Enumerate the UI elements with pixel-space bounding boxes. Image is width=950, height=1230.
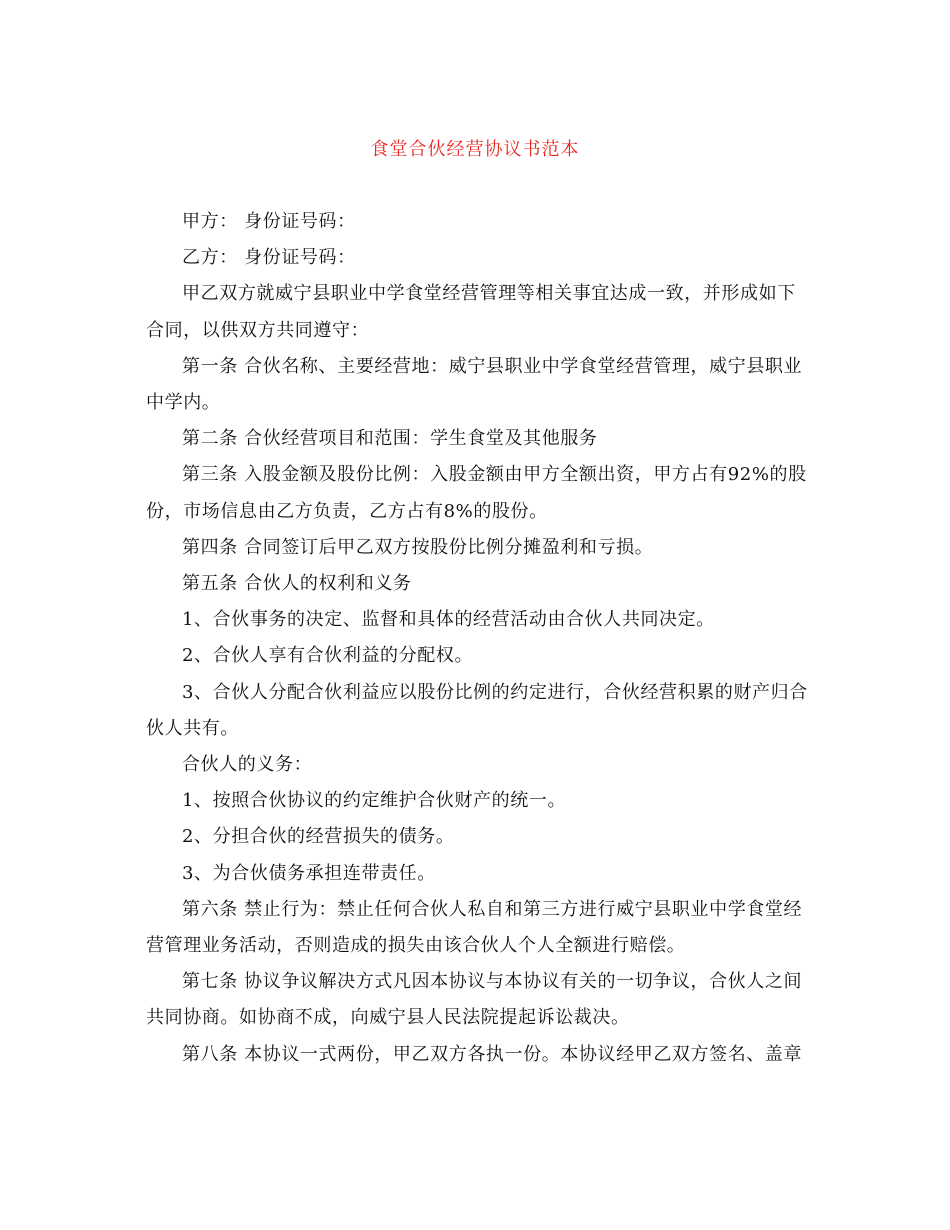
paragraph-article-7: 第七条 协议争议解决方式凡因本协议与本协议有关的一切争议，合伙人之间共同协商。如协商不成，向威宁县人民法院提起诉讼裁决。 xyxy=(146,971,803,1029)
paragraph-article-2: 第二条 合伙经营项目和范围：学生食堂及其他服务 xyxy=(182,428,598,450)
paragraph-duty-3: 3、为合伙债务承担连带责任。 xyxy=(182,862,436,884)
paragraph-right-2: 2、合伙人享有合伙利益的分配权。 xyxy=(182,645,474,667)
paragraph-duty-1: 1、按照合伙协议的约定维护合伙财产的统一。 xyxy=(182,790,567,812)
paragraph-party-a: 甲方： 身份证号码： xyxy=(182,211,356,232)
paragraph-right-1: 1、合伙事务的决定、监督和具体的经营活动由合伙人共同决定。 xyxy=(182,609,715,631)
paragraph-article-1: 第一条 合伙名称、主要经营地：威宁县职业中学食堂经营管理，威宁县职业中学内。 xyxy=(146,355,803,414)
paragraph-article-4: 第四条 合同签订后甲乙双方按股份比例分摊盈利和亏损。 xyxy=(182,536,654,558)
document-body xyxy=(146,204,810,1073)
paragraph-preamble: 甲乙双方就威宁县职业中学食堂经营管理等相关事宜达成一致，并形成如下合同，以供双方共同遵守： xyxy=(146,283,796,341)
paragraph-article-3: 第三条 入股金额及股份比例：入股金额由甲方全额出资，甲方占有92%的股份，市场信息由乙方负责，乙方占有8%的股份。 xyxy=(146,464,807,522)
document-title: 食堂合伙经营协议书范本 xyxy=(370,139,580,160)
paragraph-right-3: 3、合伙人分配合伙利益应以股份比例的约定进行，合伙经营积累的财产归合伙人共有。 xyxy=(146,681,808,739)
paragraph-duties-heading: 合伙人的义务： xyxy=(182,754,313,776)
paragraph-article-8: 第八条 本协议一式两份，甲乙双方各执一份。本协议经甲乙双方签名、盖章 xyxy=(182,1043,803,1065)
paragraph-article-5: 第五条 合伙人的权利和义务 xyxy=(182,573,412,595)
paragraph-article-6: 第六条 禁止行为：禁止任何合伙人私自和第三方进行威宁县职业中学食堂经营管理业务活动，否则造成的损失由该合伙人个人全额进行赔偿。 xyxy=(146,898,803,957)
paragraph-party-b: 乙方： 身份证号码： xyxy=(182,247,356,269)
paragraph-duty-2: 2、分担合伙的经营损失的债务。 xyxy=(182,826,455,848)
